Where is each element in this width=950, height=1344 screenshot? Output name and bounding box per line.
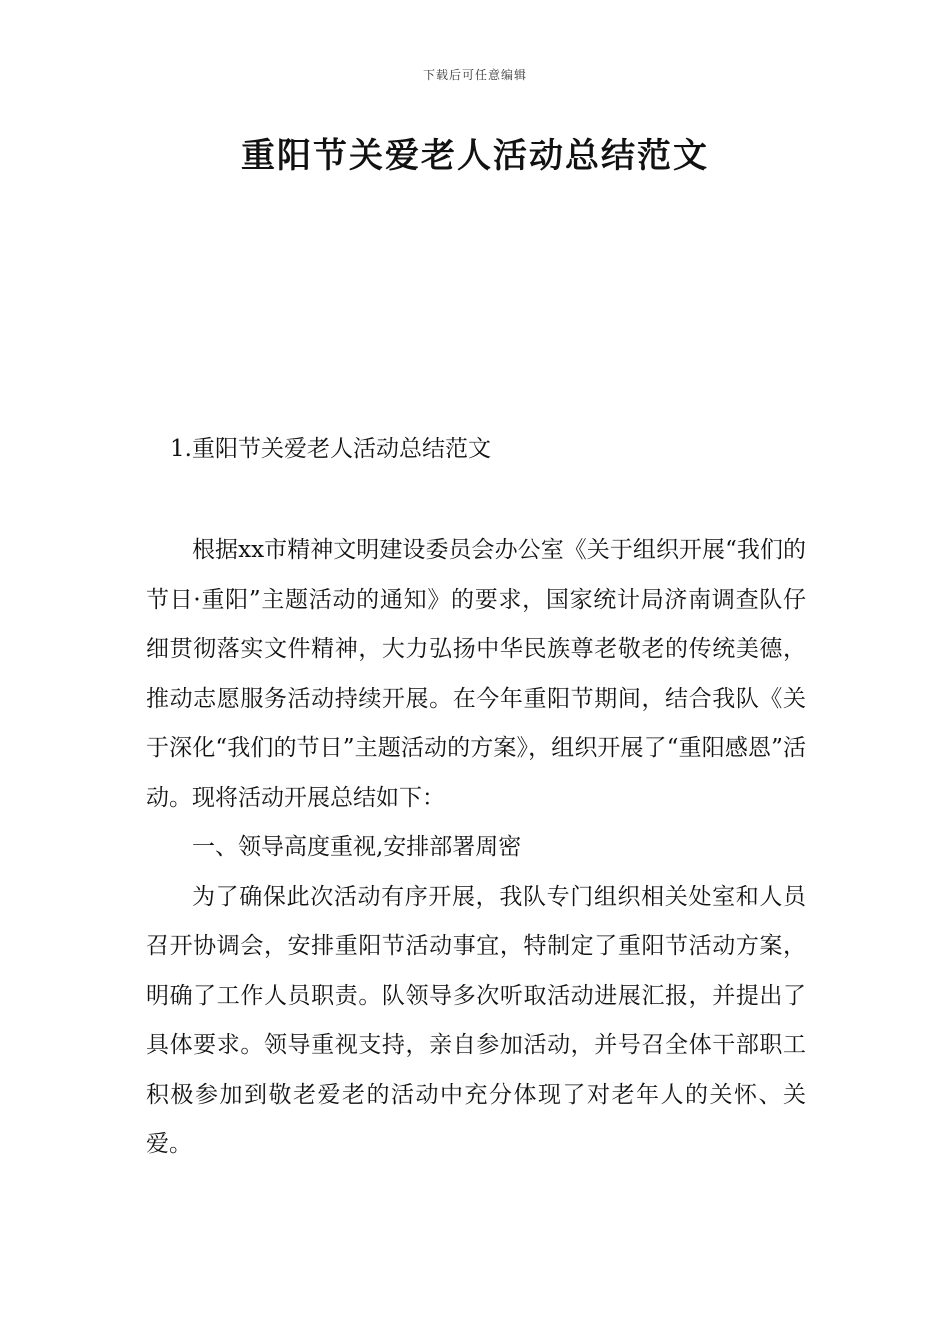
header-note: 下载后可任意编辑 xyxy=(422,68,527,82)
document-title: 重阳节关爱老人活动总结范文 xyxy=(241,136,709,176)
document-body xyxy=(146,526,806,1170)
leadership-paragraph: 为了确保此次活动有序开展，我队专门组织相关处室和人员召开协调会，安排重阳节活动事宜，特制定了重阳节活动方案，明确了工作人员职责。队领导多次听取活动进展汇报，并提出了具体要求。领导重视支持，亲自参加活动，并号召全体干部职工积极参加到敬老爱老的活动中充分体现了对老年人的关怀、关爱。 xyxy=(146,883,806,1157)
subheading-leadership: 一、领导高度重视,安排部署周密 xyxy=(192,834,522,860)
intro-paragraph: 根据xx市精神文明建设委员会办公室《关于组织开展“我们的节日·重阳”主题活动的通知》的要求，国家统计局济南调查队仔细贯彻落实文件精神，大力弘扬中华民族尊老敬老的传统美德，推动志愿服务活动持续开展。在今年重阳节期间，结合我队《关于深化“我们的节日”主题活动的方案》，组织开展了“重阳感恩”活动。现将活动开展总结如下： xyxy=(146,537,806,811)
section-heading: 1.重阳节关爱老人活动总结范文 xyxy=(170,436,491,462)
